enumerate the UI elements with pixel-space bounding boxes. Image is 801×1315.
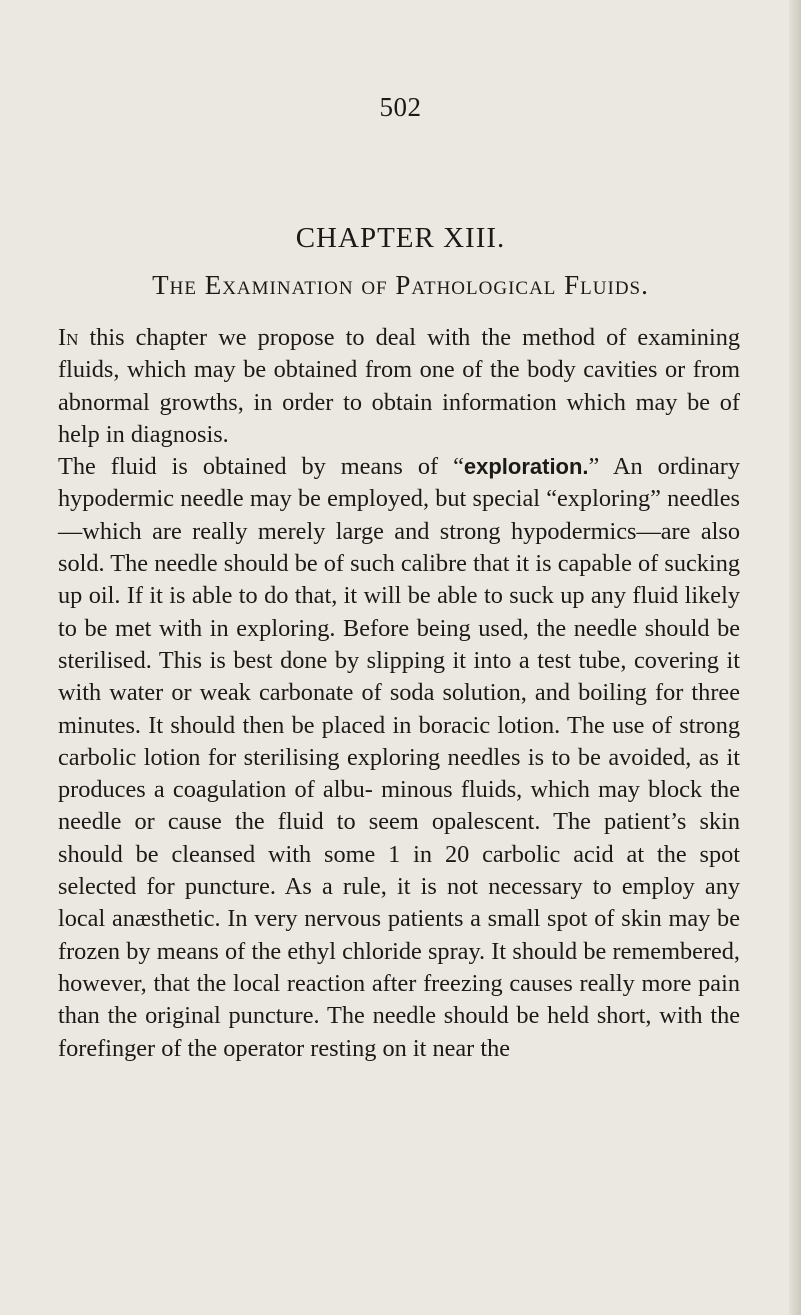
- chapter-heading: CHAPTER XIII.: [295, 222, 506, 254]
- body-text: [58, 322, 740, 1065]
- paragraph-text-after: ” An ordinary hypodermic needle may be employed, but special “exploring” needles—which are really merely large and strong hypodermics—are also sold. The needle should be of such calibre that it is capable of sucking up oil. If it is able to do that, it will be able to suck up any fluid likely to be met with in exploring. Before being used, the needle should be sterilised. This is best done by slipping it into a test tube, covering it with water or weak carbonate of soda solution, and boiling for three minutes. It should then be placed in boracic lotion. The use of strong carbolic lotion for sterilising exploring needles is to be avoided, as it produces a coagulation of albu- minous fluids, which may block the needle or cause the fluid to seem opalescent. The patient’s skin should be cleansed with some 1 in 20 carbolic acid at the spot selected for puncture. As a rule, it is not necessary to employ any local anæsthetic. In very nervous patients a small spot of skin may be frozen by means of the ethyl chloride spray. It should be remembered, however, that the local reaction after freezing causes really more pain than the original puncture. The needle should be held short, with the forefinger of the operator resting on it near the: [58, 453, 740, 1062]
- page-edge: [789, 0, 801, 1315]
- page-number: 502: [379, 92, 422, 122]
- paragraph-text: this chapter we propose to deal with the method of examining fluids, which may be obtained from one of the body cavities or from abnormal growths, in order to obtain information which may be of help in diagnosis.: [58, 324, 740, 448]
- paragraph-text-before: The fluid is obtained by means of “: [58, 453, 464, 481]
- chapter-subtitle: The Examination of Pathological Fluids.: [152, 270, 649, 300]
- paragraph-exploration: [58, 451, 740, 1065]
- lead-word: In: [58, 324, 79, 351]
- bold-term: exploration.: [463, 454, 589, 480]
- paragraph-intro: [58, 322, 740, 451]
